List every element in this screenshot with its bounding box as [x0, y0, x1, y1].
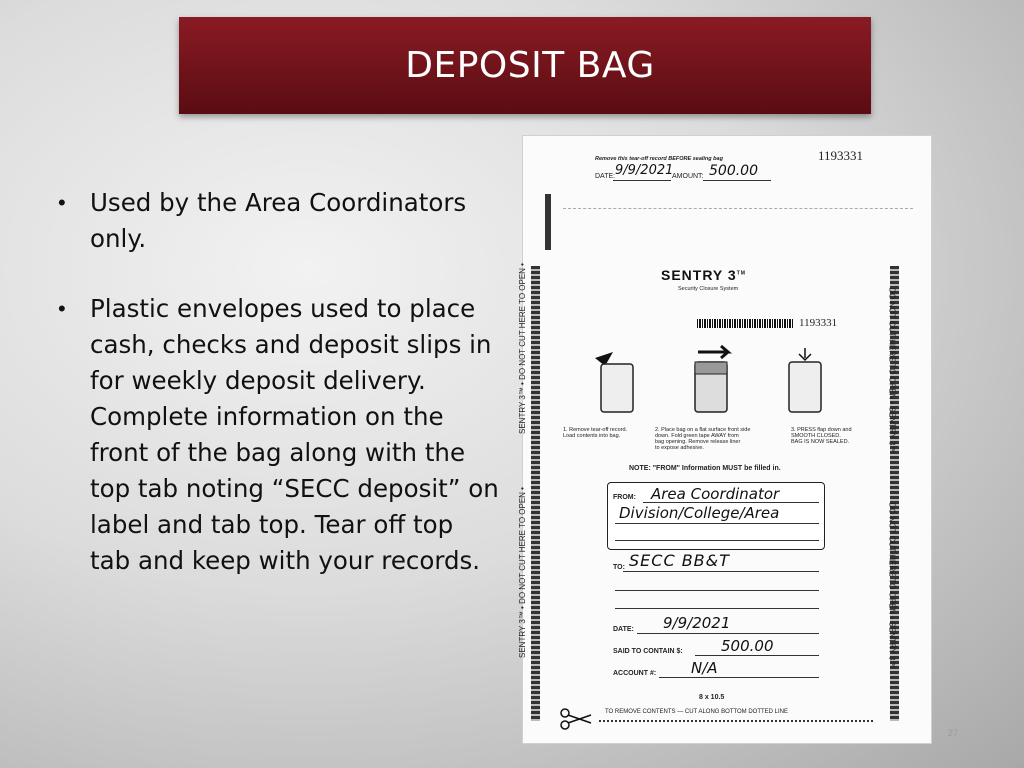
step-3-text: 3. PRESS flap down and SMOOTH CLOSED. BAG IS NOW SEALED. [791, 427, 852, 445]
date2-value: 9/9/2021 [663, 614, 731, 632]
date2-rule [637, 633, 819, 634]
bullet-item [58, 185, 508, 257]
barcode [697, 319, 793, 328]
account-value: N/A [691, 659, 718, 677]
from-rule-3 [615, 540, 819, 541]
side-text-left-top: SENTRY 3™ • DO NOT CUT HERE TO OPEN • [517, 263, 527, 434]
bag-size: 8 x 10.5 [699, 694, 725, 701]
deposit-bag-image [517, 136, 931, 743]
from-note: NOTE: "FROM" Information MUST be filled in. [629, 465, 781, 472]
date2-label: DATE: [613, 626, 634, 633]
slide-title: DEPOSIT BAG [405, 45, 655, 86]
from-label: FROM: [613, 494, 636, 501]
bullet-item [58, 291, 508, 579]
bullet-text: Plastic envelopes used to place cash, checks and deposit slips in for weekly deposit delivery. Complete information on the front of the bag along with the top tab noting “SECC deposit” on label and tab top. Tear off top tab and keep with your records. [90, 294, 499, 575]
step-1-text: 1. Remove tear-off record. Load contents into bag. [563, 427, 628, 439]
tear-line [563, 208, 913, 209]
serial-number-top: 1193331 [818, 148, 864, 163]
to-rule-3 [615, 608, 819, 609]
said-to-contain-value: 500.00 [721, 637, 774, 655]
from-line-1: Area Coordinator [651, 485, 780, 503]
to-rule-2 [615, 590, 819, 591]
serial-number-mid: 1193331 [799, 317, 838, 329]
amount-label: AMOUNT: [672, 173, 704, 180]
said-rule [695, 655, 819, 656]
left-seal-strip [531, 266, 540, 721]
tab-marker [545, 194, 551, 250]
page-number: 27 [948, 728, 959, 738]
side-text-left-bottom: SENTRY 3™ • DO NOT CUT HERE TO OPEN • [517, 487, 527, 658]
bullet-dot-icon: • [58, 296, 66, 321]
bullet-text: Used by the Area Coordinators only. [90, 188, 467, 253]
slide-title-bar [179, 17, 871, 114]
bag-step1-icon [601, 364, 633, 412]
bullet-dot-icon: • [58, 190, 66, 215]
account-rule [659, 677, 819, 678]
from-rule-2 [615, 523, 819, 524]
bag-step3-icon [789, 362, 821, 412]
green-tape-icon [695, 362, 727, 374]
amount-line [703, 180, 771, 181]
to-label: TO: [613, 564, 625, 571]
to-value: SECC BB&T [629, 551, 730, 570]
step-2-text: 2. Place bag on a flat surface front side down. Fold green tape AWAY from bag opening. Remove release liner to expose adhesive. [655, 427, 751, 451]
cut-line [599, 720, 873, 722]
arrow-fold-icon [698, 346, 728, 358]
brand-name [661, 267, 746, 283]
scissors-icon [559, 708, 593, 730]
to-rule-1 [623, 571, 819, 572]
brand-subtitle: Security Closure System [678, 286, 739, 292]
said-to-contain-label: SAID TO CONTAIN $: [613, 648, 683, 655]
amount-value: 500.00 [709, 163, 758, 179]
from-line-2: Division/College/Area [619, 504, 780, 522]
side-text-right-bottom: DO NOT CUT HERE TO OPEN • SENTRY 3™ [887, 502, 897, 669]
brand-tm: TM [736, 270, 746, 277]
date-label: DATE: [595, 173, 616, 180]
side-text-right-top: DO NOT CUT HERE TO OPEN • SENTRY 3™ [887, 287, 897, 454]
tear-off-note: Remove this tear-off record BEFORE sealing bag [595, 156, 723, 162]
account-label: ACCOUNT #: [613, 670, 657, 677]
brand-text: SENTRY 3 [661, 267, 737, 283]
bullet-list [58, 185, 508, 613]
date-line [613, 180, 671, 181]
date-value: 9/9/2021 [615, 163, 674, 178]
from-rule-1 [643, 502, 819, 503]
bottom-note: TO REMOVE CONTENTS — CUT ALONG BOTTOM DOTTED LINE [605, 709, 789, 715]
press-arrow-icon [799, 348, 811, 360]
seal-instructions-illustration [583, 344, 863, 426]
